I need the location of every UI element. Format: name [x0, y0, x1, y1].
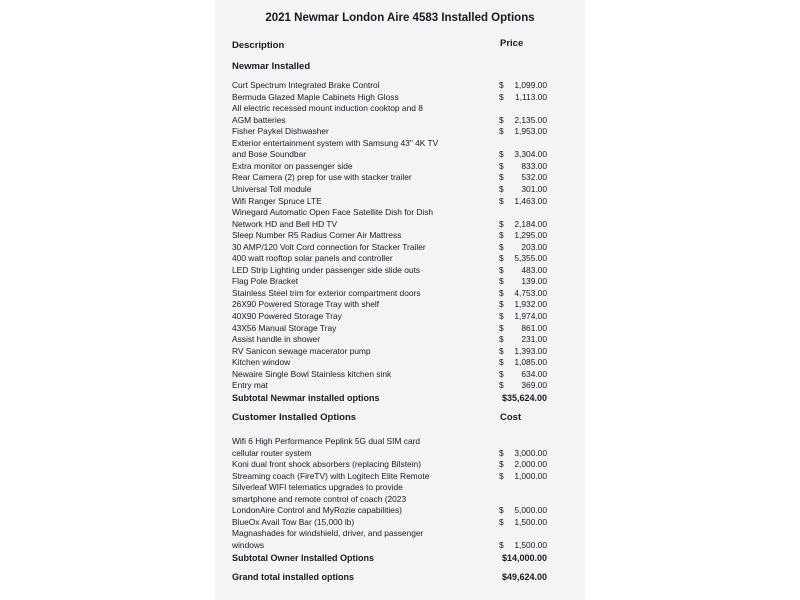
newmar-item-amount: 532.00 [521, 172, 547, 183]
newmar-line-item [215, 230, 585, 242]
customer-item-description: cellular router system [232, 447, 312, 458]
customer-item-amount: 1,500.00 [514, 516, 547, 527]
newmar-item-currency: $ [499, 357, 504, 368]
newmar-item-currency: $ [499, 311, 504, 321]
customer-line-item [215, 471, 585, 483]
newmar-line-item [215, 80, 585, 92]
newmar-item-amount: 2,184.00 [514, 218, 547, 229]
newmar-line-item [215, 299, 585, 311]
newmar-item-currency: $ [499, 183, 504, 194]
newmar-item-currency: $ [499, 91, 504, 102]
newmar-item-amount: 634.00 [521, 368, 547, 379]
description-header: Description [232, 40, 285, 51]
customer-section-title: Customer Installed Options [232, 412, 357, 423]
newmar-item-description: Exterior entertainment system with Samsung 43" 4K TV [232, 137, 439, 148]
customer-line-item [215, 494, 585, 506]
newmar-line-item [215, 184, 585, 196]
customer-item-description: Koni dual front shock absorbers (replacing Bilstein) [232, 459, 421, 470]
newmar-item-description: Flag Pole Bracket [232, 276, 299, 287]
newmar-item-description: Winegard Automatic Open Face Satellite Dish for Dish [232, 207, 434, 218]
customer-item-amount: 2,000.00 [514, 459, 547, 470]
customer-item-amount: 1,500.00 [514, 539, 547, 550]
newmar-item-amount: 4,753.00 [514, 287, 547, 298]
newmar-item-amount: 2,135.00 [514, 114, 547, 125]
customer-item-description: Streaming coach (FireTV) with Logitech Elite Remote [232, 470, 430, 481]
newmar-item-description: 26X90 Powered Storage Tray with shelf [232, 299, 380, 310]
newmar-line-item [215, 115, 585, 127]
newmar-item-amount: 1,295.00 [514, 230, 547, 241]
newmar-item-description: All electric recessed mount induction cooktop and 8 [232, 103, 423, 114]
customer-item-amount: 1,000.00 [514, 470, 547, 481]
newmar-item-amount: 1,393.00 [514, 345, 547, 356]
newmar-line-item [215, 369, 585, 381]
newmar-line-item [215, 276, 585, 288]
newmar-section-title: Newmar Installed [232, 61, 311, 72]
newmar-line-item [215, 92, 585, 104]
newmar-item-currency: $ [499, 264, 504, 275]
newmar-item-currency: $ [499, 253, 504, 264]
newmar-item-description: 43X56 Manual Storage Tray [232, 322, 337, 333]
newmar-line-item [215, 219, 585, 231]
customer-line-item [215, 528, 585, 540]
newmar-item-amount: 203.00 [521, 241, 547, 252]
document-title: 2021 Newmar London Aire 4583 Installed Options [265, 12, 535, 24]
customer-line-item [215, 517, 585, 529]
newmar-item-amount: 1,099.00 [514, 80, 547, 90]
newmar-item-description: Sleep Number R5 Radius Corner Air Mattress [232, 230, 402, 241]
newmar-line-item [215, 207, 585, 219]
newmar-item-amount: 1,113.00 [515, 91, 547, 102]
price-header: Price [500, 38, 524, 49]
newmar-item-amount: 861.00 [521, 322, 547, 333]
customer-line-item [215, 482, 585, 494]
newmar-item-description: Extra monitor on passenger side [232, 160, 353, 171]
newmar-line-item [215, 265, 585, 277]
newmar-item-currency: $ [499, 380, 504, 391]
customer-line-item [215, 436, 585, 448]
newmar-item-currency: $ [499, 299, 504, 310]
newmar-line-item [215, 126, 585, 138]
newmar-line-item [215, 323, 585, 335]
customer-line-item [215, 540, 585, 552]
customer-line-item [215, 448, 585, 460]
newmar-item-amount: 1,085.00 [514, 357, 547, 368]
customer-line-item [215, 505, 585, 517]
newmar-item-description: LED Strip Lighting under passenger side slide outs [232, 264, 421, 275]
newmar-line-item [215, 242, 585, 254]
newmar-item-currency: $ [499, 368, 504, 379]
newmar-item-description: 400 watt rooftop solar panels and controller [232, 253, 393, 264]
newmar-item-amount: 231.00 [521, 334, 547, 345]
newmar-item-description: Wifi Ranger Spruce LTE [232, 195, 322, 206]
newmar-item-currency: $ [499, 80, 504, 90]
customer-item-description: BlueOx Avail Tow Bar (15,000 lb) [232, 516, 355, 527]
newmar-item-description: Newaire Single Bowl Stainless kitchen sink [232, 368, 392, 379]
options-sheet [215, 0, 585, 600]
newmar-item-description: Stainless Steel trim for exterior compartment doors [232, 287, 421, 298]
newmar-line-item [215, 288, 585, 300]
newmar-item-amount: 139.00 [521, 276, 547, 287]
newmar-item-currency: $ [499, 230, 504, 241]
newmar-item-amount: 1,974.00 [514, 311, 547, 321]
newmar-line-item [215, 196, 585, 208]
newmar-item-amount: 1,932.00 [514, 299, 547, 310]
newmar-item-description: Entry mat [232, 380, 268, 391]
newmar-item-currency: $ [499, 195, 504, 206]
cost-header: Cost [500, 412, 522, 423]
newmar-item-description: Curt Spectrum Integrated Brake Control [232, 80, 380, 90]
newmar-item-currency: $ [499, 322, 504, 333]
newmar-item-currency: $ [499, 172, 504, 183]
newmar-item-description: Universal Toll module [232, 183, 312, 194]
customer-item-currency: $ [499, 459, 504, 470]
customer-item-currency: $ [499, 470, 504, 481]
customer-line-item [215, 459, 585, 471]
newmar-line-item [215, 311, 585, 323]
customer-subtotal-label: Subtotal Owner Installed Options [232, 552, 375, 563]
customer-item-currency: $ [499, 505, 504, 516]
customer-item-currency: $ [499, 516, 504, 527]
newmar-item-description: 30 AMP/120 Volt Cord connection for Stacker Trailer [232, 241, 426, 252]
newmar-line-item [215, 346, 585, 358]
newmar-item-currency: $ [499, 276, 504, 287]
customer-item-description: Silverleaf WIFI telematics upgrades to provide [232, 482, 403, 493]
newmar-item-description: Assist handle in shower [232, 334, 320, 345]
newmar-item-amount: 1,463.00 [514, 195, 547, 206]
newmar-item-amount: 5,355.00 [514, 253, 547, 264]
grand-total-label: Grand total installed options [232, 572, 355, 582]
customer-item-description: Wifi 6 High Performance Peplink 5G dual SIM card [232, 436, 421, 446]
newmar-item-currency: $ [499, 334, 504, 345]
grand-total-value: $49,624.00 [501, 572, 547, 582]
newmar-item-description: AGM batteries [232, 114, 286, 125]
customer-item-amount: 3,000.00 [514, 447, 547, 458]
newmar-line-item [215, 172, 585, 184]
newmar-item-amount: 483.00 [521, 264, 547, 275]
newmar-line-item [215, 253, 585, 265]
newmar-item-description: Fisher Paykel Dishwasher [232, 126, 329, 137]
customer-item-currency: $ [499, 447, 504, 458]
newmar-item-description: Kitchen window [232, 357, 291, 368]
newmar-item-currency: $ [499, 287, 504, 298]
newmar-item-description: Bermuda Glazed Maple Cabinets High Gloss [232, 91, 399, 102]
newmar-line-item [215, 149, 585, 161]
newmar-item-amount: 301.00 [521, 183, 547, 194]
customer-item-currency: $ [499, 539, 504, 550]
newmar-line-item [215, 103, 585, 115]
newmar-item-amount: 833.00 [521, 160, 547, 171]
newmar-item-currency: $ [499, 241, 504, 252]
newmar-item-amount: 1,953.00 [514, 126, 547, 137]
newmar-line-item [215, 334, 585, 346]
newmar-item-description: RV Sanicon sewage macerator pump [232, 345, 371, 356]
newmar-subtotal-label: Subtotal Newmar installed options [232, 392, 380, 403]
newmar-item-description: 40X90 Powered Storage Tray [232, 311, 342, 321]
newmar-line-item [215, 161, 585, 173]
newmar-item-currency: $ [499, 160, 504, 171]
newmar-line-item [215, 138, 585, 150]
customer-item-amount: 5,000.00 [514, 505, 547, 516]
newmar-item-amount: 3,304.00 [514, 149, 547, 160]
newmar-item-description: and Bose Soundbar [232, 149, 307, 160]
newmar-item-currency: $ [499, 218, 504, 229]
newmar-item-currency: $ [499, 126, 504, 137]
newmar-line-item [215, 380, 585, 392]
customer-item-description: smartphone and remote control of coach (2023 [232, 493, 407, 504]
newmar-item-currency: $ [499, 149, 504, 160]
customer-item-description: windows [232, 539, 265, 550]
customer-item-description: Magnashades for windshield, driver, and passenger [232, 528, 424, 539]
newmar-item-currency: $ [499, 345, 504, 356]
newmar-item-description: Network HD and Bell HD TV [232, 218, 338, 229]
newmar-item-currency: $ [499, 114, 504, 125]
newmar-item-amount: 369.00 [521, 380, 547, 391]
newmar-line-item [215, 357, 585, 369]
customer-item-description: LondonAire Control and MyRozie capabilities) [232, 505, 402, 516]
newmar-item-description: Rear Camera (2) prep for use with stacker trailer [232, 172, 412, 183]
customer-subtotal-value: $14,000.00 [501, 552, 547, 563]
newmar-subtotal-value: $35,624.00 [501, 392, 547, 403]
